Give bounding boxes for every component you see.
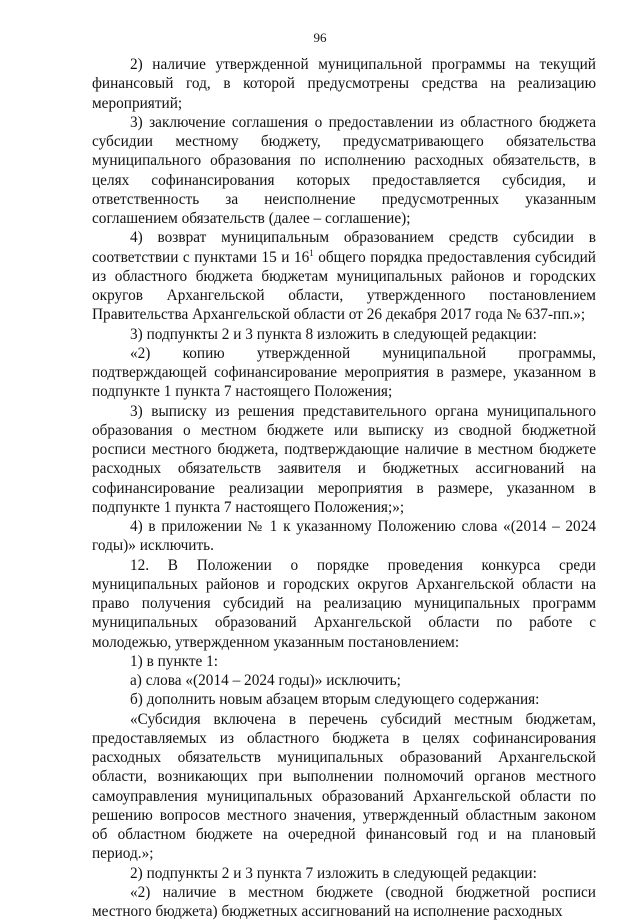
paragraph: 3) подпункты 2 и 3 пункта 8 изложить в следующей редакции: [130,325,537,343]
paragraph: 1) в пункте 1: [130,652,219,670]
paragraph: «2) копию утвержденной муниципальной программы, подтверждающей софинансирование мероприятия в размере, указанном в подпункте 1 пункта 7 настоящего Положения; [92,344,596,401]
paragraph: 4) в приложении № 1 к указанному Положению слова «(2014 – 2024 годы)» исключить. [92,518,596,555]
paragraph: а) слова «(2014 – 2024 годы)» исключить; [130,672,401,689]
paragraph-text-after: общего порядка предоставления субсидий из областного бюджета бюджетам муниципальных районов и городских округов Архангельской области, утвержденного постановлением Правительства Архангельской области от 26 декабря 2017 года № 637-пп.»; [92,248,596,324]
superscript: 1 [309,247,314,258]
paragraph-text-before: 4) возврат муниципальным образованием средств субсидии в соответствии с пунктами 15 и 16 [92,229,596,266]
paragraph: б) дополнить новым абзацем вторым следующего содержания: [130,691,540,709]
paragraph: «Субсидия включена в перечень субсидий местным бюджетам, предоставляемых из областного бюджета в целях софинансирования расходных обязательств муниципальных образований Архангельской области, возникающих при выполнении полномочий органов местного самоуправления муниципальных образований Архангельской области по решению вопросов местного значения, утвержденный областным законом об областном бюджете на очередной финансовый год и на плановый период.»; [92,710,596,863]
paragraph: 12. В Положении о порядке проведения конкурса среди муниципальных районов и городских округов Архангельской области на право получения субсидий на реализацию муниципальных программ муниципальных образований Архангельской области по работе с молодежью, утвержденном указанным постановлением: [92,556,596,651]
paragraph: 3) заключение соглашения о предоставлении из областного бюджета субсидии местному бюджету, предусматривающего обязательства муниципального образования по исполнению расходных обязательств, в целях софинансирования которых предоставляется субсидия, и ответственность за неисполнение предусмотренных указанным соглашением обязательств (далее – соглашение); [92,113,596,227]
paragraph: 2) подпункты 2 и 3 пункта 7 изложить в следующей редакции: [130,864,537,882]
document-body [92,55,596,921]
paragraph: «2) наличие в местном бюджете (сводной бюджетной росписи местного бюджета) бюджетных ассигнований на исполнение расходных [92,883,596,920]
paragraph-with-superscript [92,228,596,324]
paragraph: 3) выписку из решения представительного органа муниципального образования о местном бюджете или выписку из сводной бюджетной росписи местного бюджета, подтверждающие наличие в местном бюджете расходных обязательств заявителя и бюджетных ассигнований на софинансирование реализации мероприятия в размере, указанном в подпункте 1 пункта 7 настоящего Положения;»; [92,402,596,516]
page-number: 96 [313,30,327,45]
paragraph: 2) наличие утвержденной муниципальной программы на текущий финансовый год, в которой предусмотрены средства на реализацию мероприятий; [92,56,596,112]
